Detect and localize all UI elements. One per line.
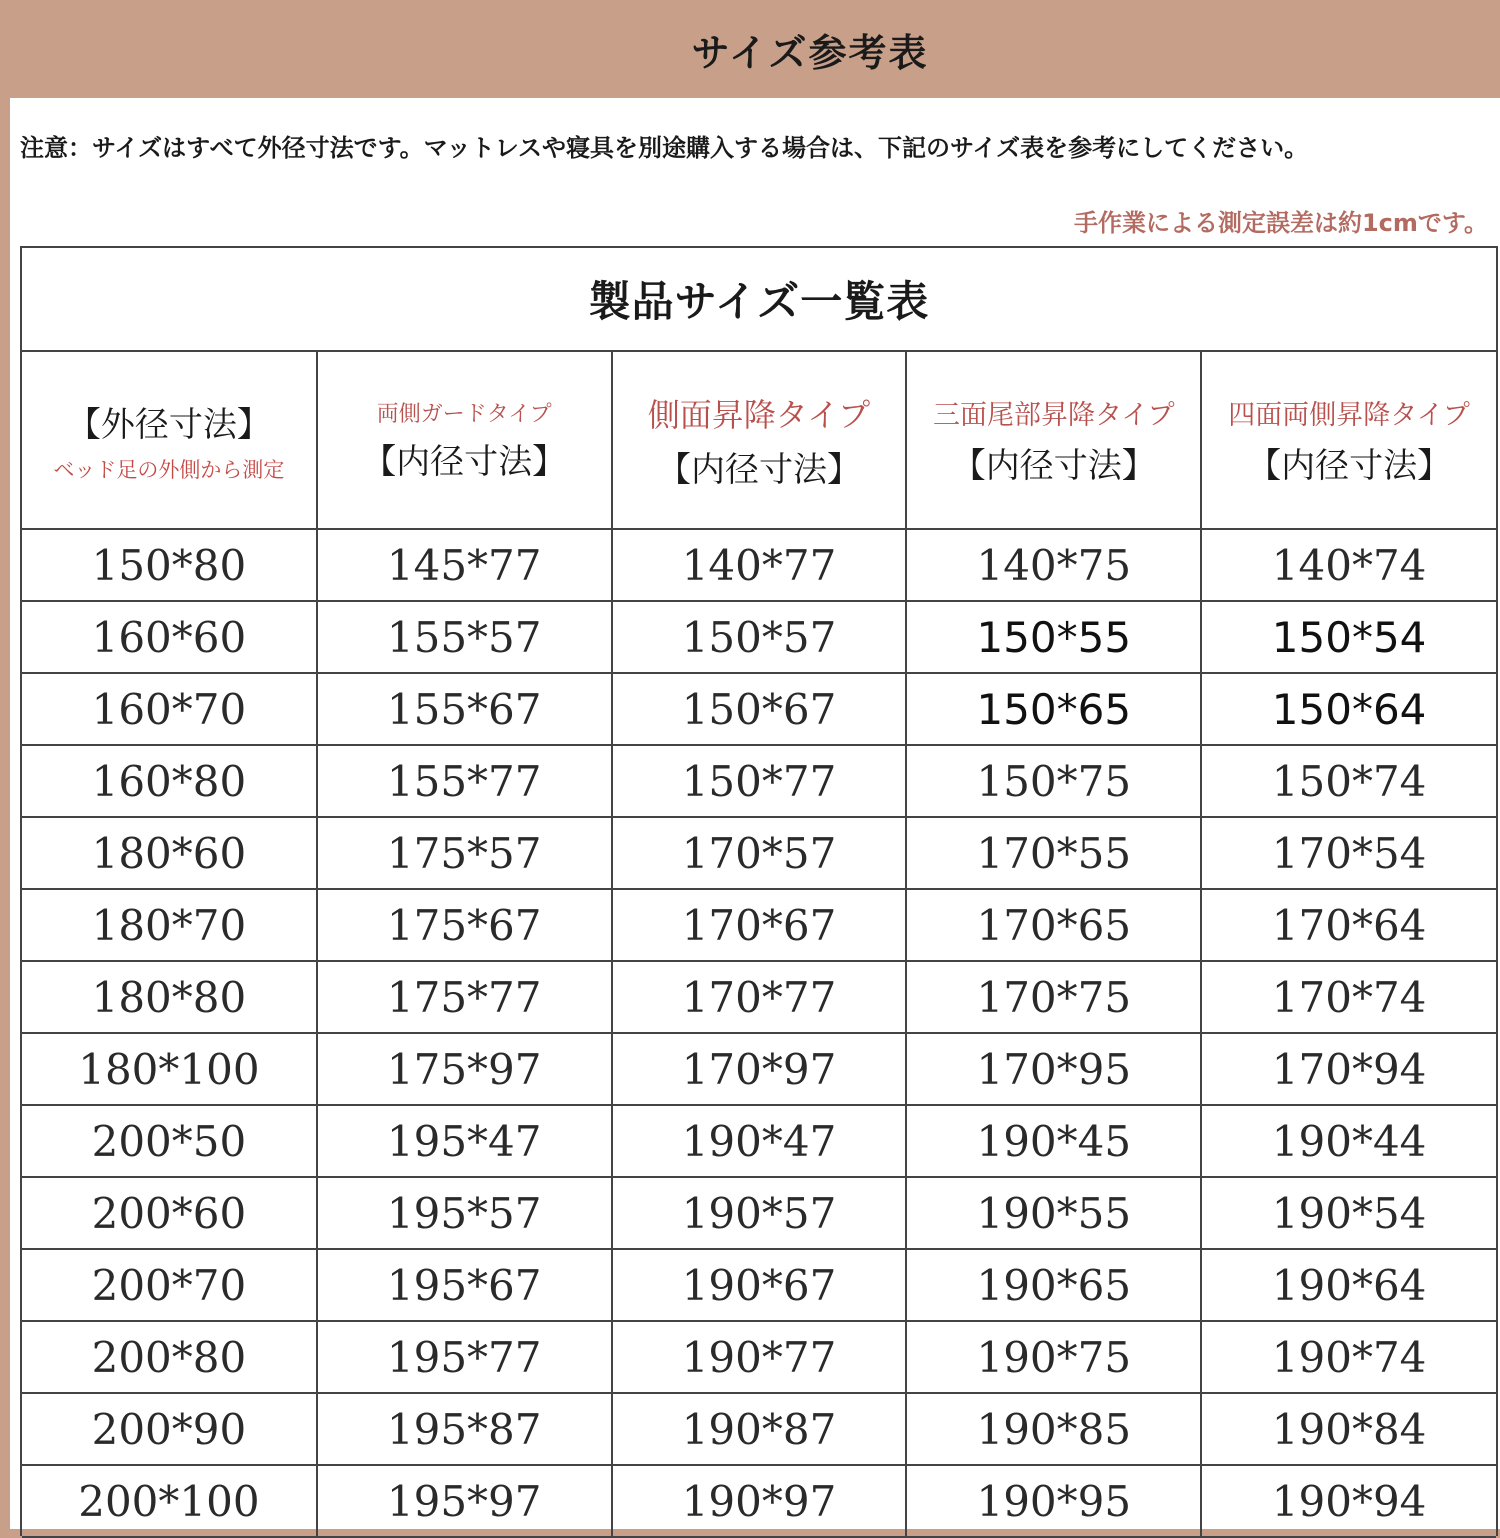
header-inner-label: 【内径寸法】 [1247, 446, 1452, 486]
header-type-label: 両側ガードタイプ [376, 402, 552, 427]
size-cell: 190*74 [1201, 1321, 1496, 1393]
size-cell: 190*84 [1201, 1393, 1496, 1465]
size-cell: 145*77 [317, 529, 612, 601]
table-row [22, 673, 1496, 745]
size-cell: 170*57 [612, 817, 907, 889]
size-cell: 170*55 [906, 817, 1201, 889]
size-cell: 150*80 [22, 529, 317, 601]
size-cell: 140*77 [612, 529, 907, 601]
size-cell: 190*94 [1201, 1465, 1496, 1537]
table-row [22, 1321, 1496, 1393]
size-cell: 170*64 [1201, 889, 1496, 961]
size-cell: 170*97 [612, 1033, 907, 1105]
table-row [22, 1393, 1496, 1465]
size-cell: 160*80 [22, 745, 317, 817]
size-cell: 180*70 [22, 889, 317, 961]
table-row [22, 1177, 1496, 1249]
size-cell: 160*70 [22, 673, 317, 745]
header-inner-label: 【内径寸法】 [951, 446, 1156, 486]
notice-text: 注意：サイズはすべて外径寸法です。マットレスや寝具を別途購入する場合は、下記のサイズ表を参考にしてください。 [20, 134, 1309, 162]
size-cell: 190*55 [906, 1177, 1201, 1249]
header-type-label: 側面昇降タイプ [647, 395, 871, 434]
header-both-guard [317, 352, 612, 529]
size-cell: 140*75 [906, 529, 1201, 601]
size-cell: 150*77 [612, 745, 907, 817]
table-title: 製品サイズ一覧表 [22, 248, 1496, 352]
table-row [22, 1249, 1496, 1321]
size-cell: 195*87 [317, 1393, 612, 1465]
size-cell: 200*70 [22, 1249, 317, 1321]
size-cell: 170*74 [1201, 961, 1496, 1033]
size-cell: 190*67 [612, 1249, 907, 1321]
size-cell: 190*64 [1201, 1249, 1496, 1321]
size-cell: 190*54 [1201, 1177, 1496, 1249]
size-cell: 170*77 [612, 961, 907, 1033]
size-cell: 200*80 [22, 1321, 317, 1393]
size-cell: 155*67 [317, 673, 612, 745]
size-cell: 190*95 [906, 1465, 1201, 1537]
size-cell: 195*67 [317, 1249, 612, 1321]
size-cell: 140*74 [1201, 529, 1496, 601]
size-cell: 195*47 [317, 1105, 612, 1177]
header-type-label: 三面尾部昇降タイプ [932, 400, 1175, 431]
banner-title: サイズ参考表 [691, 30, 929, 75]
header-three-side-lift [906, 352, 1201, 529]
size-cell: 175*97 [317, 1033, 612, 1105]
table-row [22, 529, 1496, 601]
table-row [22, 961, 1496, 1033]
size-cell: 180*80 [22, 961, 317, 1033]
size-cell: 190*97 [612, 1465, 907, 1537]
header-four-side-lift [1201, 352, 1496, 529]
size-cell: 170*54 [1201, 817, 1496, 889]
tolerance-note: 手作業による測定誤差は約1cmです。 [1073, 209, 1488, 237]
size-cell: 150*55 [906, 601, 1201, 673]
size-cell: 175*67 [317, 889, 612, 961]
size-cell: 150*67 [612, 673, 907, 745]
header-row [22, 352, 1496, 529]
size-cell: 190*44 [1201, 1105, 1496, 1177]
header-outer [22, 352, 317, 529]
size-cell: 190*85 [906, 1393, 1201, 1465]
size-cell: 195*77 [317, 1321, 612, 1393]
size-cell: 195*57 [317, 1177, 612, 1249]
size-table [20, 246, 1498, 1536]
size-cell: 200*100 [22, 1465, 317, 1537]
size-cell: 155*57 [317, 601, 612, 673]
size-cell: 150*64 [1201, 673, 1496, 745]
header-inner-label: 【内径寸法】 [656, 449, 861, 490]
size-cell: 195*97 [317, 1465, 612, 1537]
table-row [22, 889, 1496, 961]
table-row [22, 1465, 1496, 1537]
size-cell: 170*95 [906, 1033, 1201, 1105]
header-side-lift [612, 352, 907, 529]
table-row [22, 817, 1496, 889]
size-cell: 200*50 [22, 1105, 317, 1177]
size-cell: 190*77 [612, 1321, 907, 1393]
header-outer-note: ベッド足の外側から測定 [53, 457, 285, 482]
size-cell: 190*57 [612, 1177, 907, 1249]
header-type-label: 四面両側昇降タイプ [1228, 400, 1470, 431]
size-cell: 150*74 [1201, 745, 1496, 817]
size-sheet [10, 98, 1500, 1529]
size-cell: 150*65 [906, 673, 1201, 745]
size-cell: 150*54 [1201, 601, 1496, 673]
table-row [22, 601, 1496, 673]
size-cell: 190*47 [612, 1105, 907, 1177]
size-cell: 180*60 [22, 817, 317, 889]
table-row [22, 745, 1496, 817]
size-cell: 190*45 [906, 1105, 1201, 1177]
size-cell: 175*57 [317, 817, 612, 889]
header-inner-label: 【内径寸法】 [362, 442, 567, 482]
size-cell: 150*57 [612, 601, 907, 673]
header-outer-label: 【外径寸法】 [66, 404, 271, 445]
table-row [22, 1105, 1496, 1177]
size-rows [22, 529, 1496, 1537]
size-cell: 160*60 [22, 601, 317, 673]
size-cell: 180*100 [22, 1033, 317, 1105]
size-cell: 170*65 [906, 889, 1201, 961]
size-cell: 190*75 [906, 1321, 1201, 1393]
size-cell: 170*67 [612, 889, 907, 961]
size-cell: 175*77 [317, 961, 612, 1033]
size-cell: 155*77 [317, 745, 612, 817]
size-cell: 170*75 [906, 961, 1201, 1033]
size-cell: 190*65 [906, 1249, 1201, 1321]
size-cell: 190*87 [612, 1393, 907, 1465]
size-cell: 170*94 [1201, 1033, 1496, 1105]
banner [0, 0, 1500, 98]
size-cell: 150*75 [906, 745, 1201, 817]
size-cell: 200*60 [22, 1177, 317, 1249]
size-grid [22, 352, 1496, 1538]
size-cell: 200*90 [22, 1393, 317, 1465]
table-row [22, 1033, 1496, 1105]
